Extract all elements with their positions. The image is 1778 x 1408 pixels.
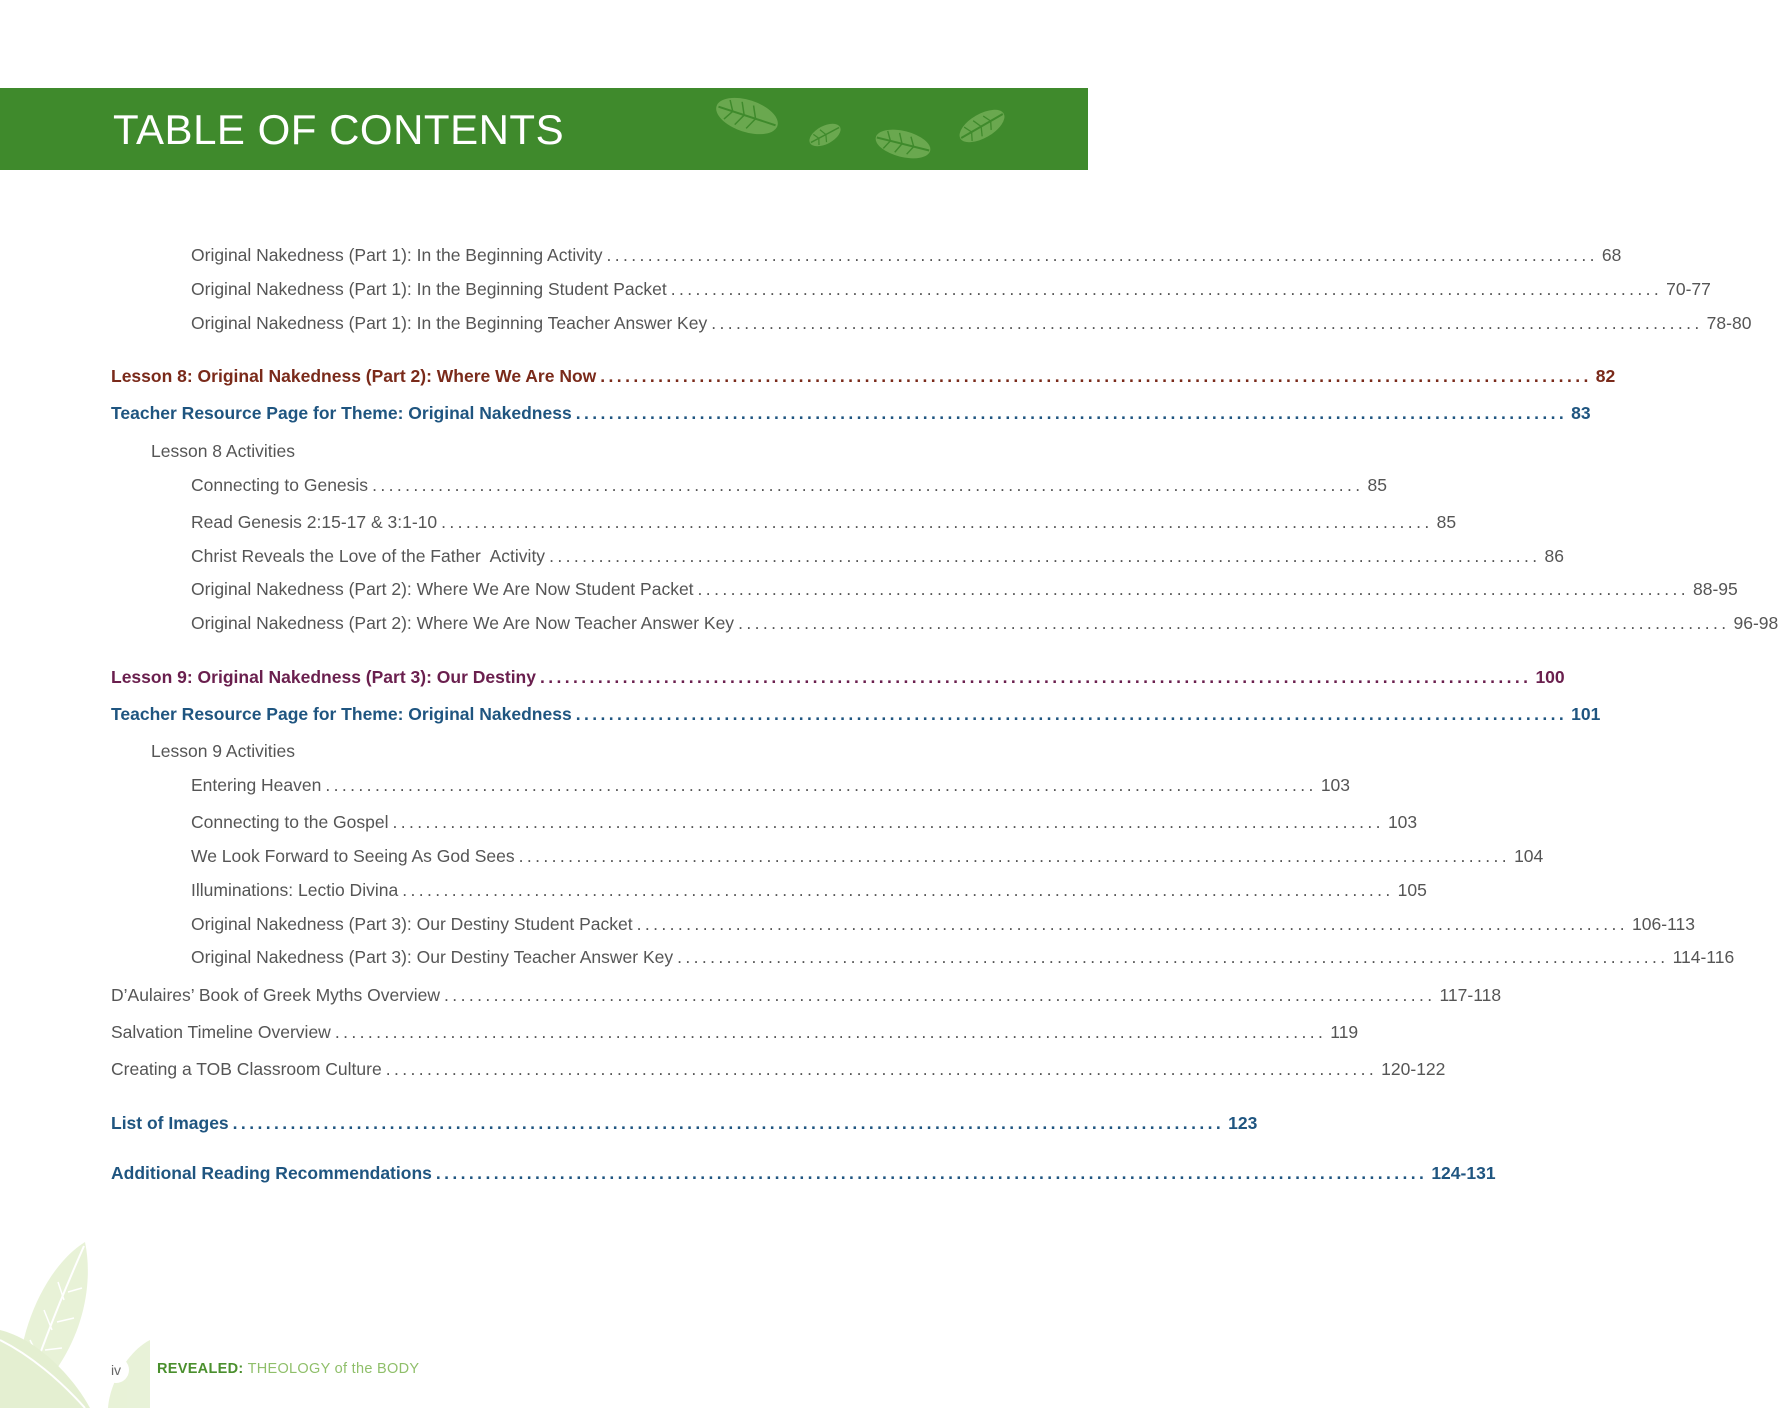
- dot-leader: ........................................................................................................................: [549, 546, 1541, 566]
- dot-leader: ........................................................................................................................: [697, 579, 1689, 599]
- toc-entry-title: Lesson 9: Original Nakedness (Part 3): Our Destiny: [111, 667, 536, 687]
- toc-entry-page: 114-116: [1672, 947, 1735, 967]
- toc-entry-title: Illuminations: Lectio Divina: [191, 880, 399, 900]
- toc-entry-page: 105: [1397, 880, 1427, 900]
- leaf-icon: [806, 121, 844, 149]
- toc-entry-page: 100: [1535, 667, 1565, 687]
- leaf-cluster-decoration: [0, 1230, 150, 1408]
- toc-entry-title: Original Nakedness (Part 2): Where We Are Now Student Packet: [191, 579, 694, 599]
- toc-entry-page: 120-122: [1381, 1059, 1446, 1079]
- toc-lesson-heading[interactable]: [111, 666, 1565, 688]
- dot-leader: ........................................................................................................................: [738, 613, 1730, 633]
- dot-leader: ........................................................................................................................: [372, 475, 1364, 495]
- toc-entry-title: Original Nakedness (Part 1): In the Beginning Teacher Answer Key: [191, 313, 708, 333]
- toc-entry-title: Teacher Resource Page for Theme: Original Nakedness: [111, 403, 572, 423]
- toc-entry-title: Entering Heaven: [191, 775, 322, 795]
- toc-entry-title: Lesson 9 Activities: [151, 741, 295, 761]
- footer-brand: [157, 1361, 419, 1377]
- dot-leader: ........................................................................................................................: [392, 812, 1384, 832]
- toc-entry[interactable]: [191, 278, 1711, 300]
- footer-brand-light: THEOLOGY of the BODY: [247, 1361, 420, 1377]
- toc-entry-page: 106-113: [1632, 914, 1695, 934]
- toc-entry-title: Creating a TOB Classroom Culture: [111, 1059, 382, 1079]
- dot-leader: ........................................................................................................................: [402, 880, 1394, 900]
- dot-leader: ........................................................................................................................: [606, 245, 1598, 265]
- toc-lesson-heading[interactable]: [111, 365, 1616, 387]
- toc-section-heading[interactable]: [111, 1112, 1258, 1134]
- toc-entry-page: 68: [1601, 245, 1622, 265]
- toc-entry-page: 70-77: [1666, 279, 1711, 299]
- toc-entry-title: Teacher Resource Page for Theme: Original Nakedness: [111, 704, 572, 724]
- toc-entry-title: We Look Forward to Seeing As God Sees: [191, 846, 515, 866]
- dot-leader: ........................................................................................................................: [575, 704, 1568, 724]
- toc-entry-page: 119: [1330, 1022, 1359, 1042]
- dot-leader: ........................................................................................................................: [441, 512, 1433, 532]
- toc-resource-heading[interactable]: [111, 402, 1591, 424]
- dot-leader: ........................................................................................................................: [677, 947, 1669, 967]
- toc-entry-title: Connecting to the Gospel: [191, 812, 389, 832]
- toc-section-heading[interactable]: [111, 1162, 1496, 1184]
- page-number: iv: [103, 1357, 129, 1383]
- toc-subheading: [151, 740, 975, 762]
- footer-brand-bold: REVEALED:: [157, 1361, 244, 1377]
- toc-entry[interactable]: [191, 913, 1695, 935]
- toc-entry-page: 124-131: [1431, 1163, 1496, 1183]
- toc-entry-page: 85: [1367, 475, 1387, 495]
- toc-entry-title: Original Nakedness (Part 1): In the Beginning Activity: [191, 245, 603, 265]
- dot-leader: ........................................................................................................................: [636, 914, 1629, 934]
- toc-entry[interactable]: [111, 1021, 1359, 1043]
- toc-entry-title: Original Nakedness (Part 3): Our Destiny Teacher Answer Key: [191, 947, 674, 967]
- toc-entry-page: 78-80: [1706, 313, 1752, 333]
- dot-leader: ........................................................................................................................: [575, 403, 1568, 423]
- dot-leader: ........................................................................................................................: [334, 1022, 1327, 1042]
- dot-leader: ........................................................................................................................: [444, 985, 1436, 1005]
- toc-entry[interactable]: [191, 545, 1564, 567]
- toc-entry[interactable]: [191, 511, 1457, 533]
- toc-entry[interactable]: [191, 474, 1387, 496]
- toc-subheading: [151, 440, 975, 462]
- toc-entry-title: Original Nakedness (Part 3): Our Destiny Student Packet: [191, 914, 633, 934]
- toc-entry-title: List of Images: [111, 1113, 229, 1133]
- toc-entry-page: 117-118: [1439, 985, 1502, 1005]
- dot-leader: ........................................................................................................................: [539, 667, 1532, 687]
- dot-leader: ........................................................................................................................: [385, 1059, 1378, 1079]
- toc-entry-page: 96-98: [1733, 613, 1778, 633]
- dot-leader: ........................................................................................................................: [600, 366, 1592, 386]
- toc-entry[interactable]: [111, 1058, 1446, 1080]
- toc-entry[interactable]: [191, 312, 1752, 334]
- toc-entry-title: Additional Reading Recommendations: [111, 1163, 432, 1183]
- toc-entry-page: 82: [1595, 366, 1616, 386]
- toc-entry-page: 85: [1436, 512, 1457, 532]
- toc-entry[interactable]: [111, 984, 1502, 1006]
- toc-entry-page: 83: [1571, 403, 1591, 423]
- page-title: TABLE OF CONTENTS: [113, 106, 565, 153]
- dot-leader: ........................................................................................................................: [518, 846, 1511, 866]
- toc-entry-page: 123: [1228, 1113, 1258, 1133]
- dot-leader: ........................................................................................................................: [435, 1163, 1428, 1183]
- toc-entry-title: Lesson 8 Activities: [151, 441, 295, 461]
- toc-entry[interactable]: [191, 578, 1738, 600]
- toc-entry-page: 88-95: [1693, 579, 1738, 599]
- leaf-icon: [872, 126, 934, 162]
- toc-entry-page: 104: [1514, 846, 1544, 866]
- leaf-icon: [712, 94, 782, 138]
- toc-entry[interactable]: [191, 774, 1351, 796]
- header-banner: [0, 88, 1088, 170]
- dot-leader: ........................................................................................................................: [711, 313, 1703, 333]
- toc-entry-page: 103: [1320, 775, 1351, 795]
- toc-entry-page: 86: [1544, 546, 1564, 566]
- toc-entry-title: Read Genesis 2:15-17 & 3:1-10: [191, 512, 438, 532]
- toc-entry-page: 101: [1571, 704, 1601, 724]
- toc-entry-page: 103: [1387, 812, 1418, 832]
- toc-entry[interactable]: [191, 244, 1622, 266]
- toc-entry-title: Connecting to Genesis: [191, 475, 369, 495]
- toc-entry[interactable]: [191, 845, 1544, 867]
- toc-entry-title: Original Nakedness (Part 1): In the Beginning Student Packet: [191, 279, 667, 299]
- toc-entry[interactable]: [191, 879, 1427, 901]
- toc-entry-title: Christ Reveals the Love of the Father Activity: [191, 546, 546, 566]
- toc-entry-title: Salvation Timeline Overview: [111, 1022, 331, 1042]
- toc-resource-heading[interactable]: [111, 703, 1601, 725]
- toc-entry-title: D’Aulaires’ Book of Greek Myths Overview: [111, 985, 441, 1005]
- toc-entry[interactable]: [191, 811, 1418, 833]
- toc-entry-title: Lesson 8: Original Nakedness (Part 2): Where We Are Now: [111, 366, 597, 386]
- toc-entry[interactable]: [191, 946, 1735, 968]
- toc-entry-title: Original Nakedness (Part 2): Where We Are Now Teacher Answer Key: [191, 613, 735, 633]
- toc-entry[interactable]: [191, 612, 1778, 634]
- dot-leader: ........................................................................................................................: [232, 1113, 1225, 1133]
- dot-leader: ........................................................................................................................: [670, 279, 1663, 299]
- leaf-icon: [954, 106, 1010, 146]
- dot-leader: ........................................................................................................................: [325, 775, 1317, 795]
